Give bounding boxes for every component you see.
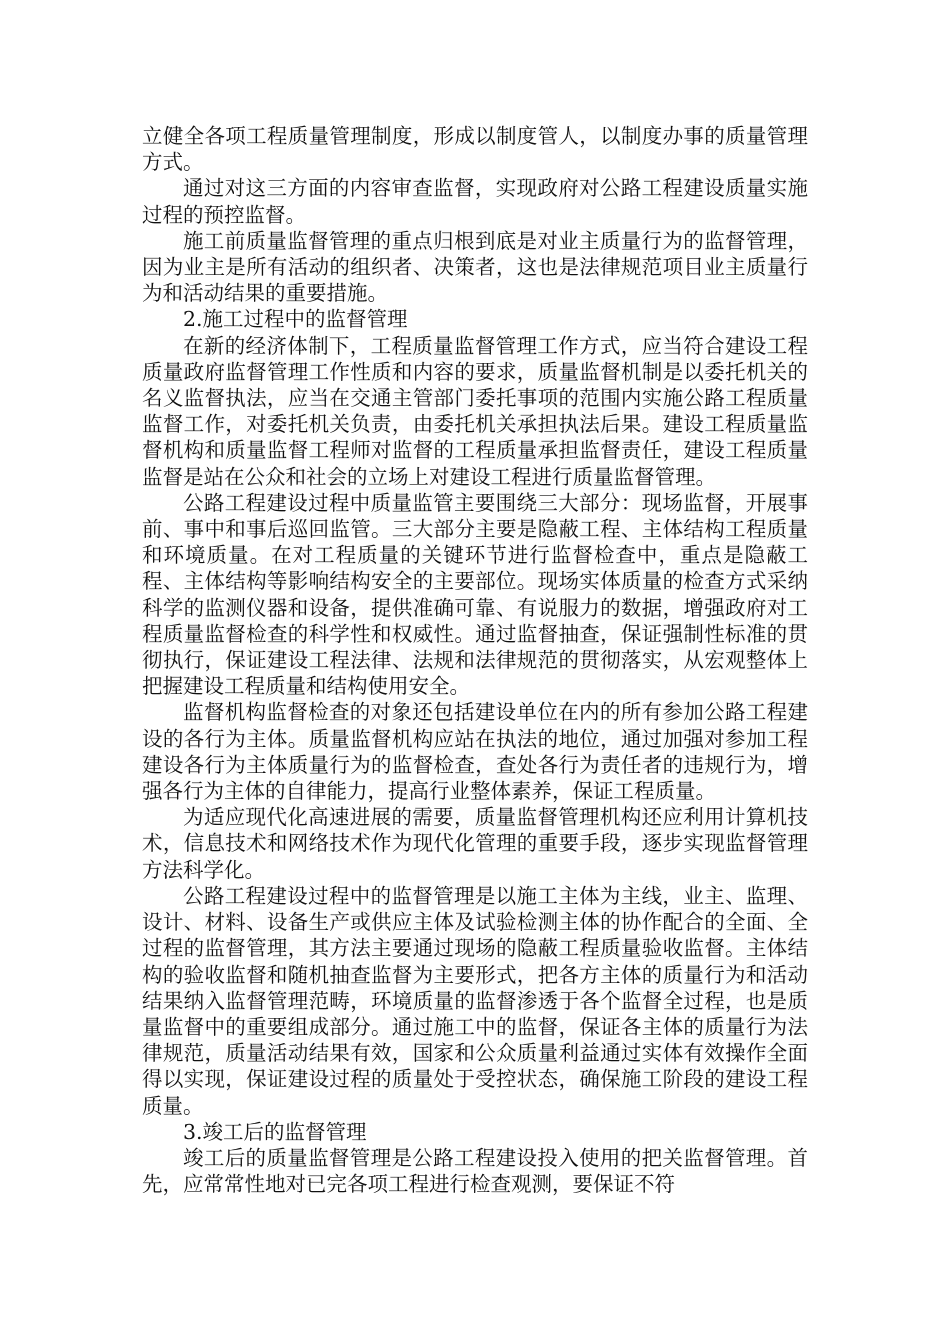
section-heading: 3.竣工后的监督管理	[183, 1119, 367, 1144]
paragraph: 公路工程建设过程中质量监管主要围绕三大部分：现场监督，开展事前、事中和事后巡回监管。三大部分主要是隐蔽工程、主体结构工程质量和环境质量。在对工程质量的关键环节进行监督检查中，重点是隐蔽工程、主体结构等影响结构安全的主要部位。现场实体质量的检查方式采纳科学的监测仪器和设备，提供准确可靠、有说服力的数据，增强政府对工程质量监督检查的科学性和权威性。通过监督抽查，保证强制性标准的贯彻执行，保证建设工程法律、法规和法律规范的贯彻落实，从宏观整体上把握建设工程质量和结构使用安全。	[142, 490, 808, 699]
paragraph: 在新的经济体制下，工程质量监督管理工作方式，应当符合建设工程质量政府监督管理工作性质和内容的要求，质量监督机制是以委托机关的名义监督执法，应当在交通主管部门委托事项的范围内实施公路工程质量监督工作，对委托机关负责，由委托机关承担执法后果。建设工程质量监督机构和质量监督工程师对监督的工程质量承担监督责任，建设工程质量监督是站在公众和社会的立场上对建设工程进行质量监督管理。	[142, 333, 808, 489]
paragraph: 通过对这三方面的内容审查监督，实现政府对公路工程建设质量实施过程的预控监督。	[142, 176, 808, 227]
paragraph: 公路工程建设过程中的监督管理是以施工主体为主线，业主、监理、设计、材料、设备生产或供应主体及试验检测主体的协作配合的全面、全过程的监督管理，其方法主要通过现场的隐蔽工程质量验收监督。主体结构的验收监督和随机抽查监督为主要形式，把各方主体的质量行为和活动结果纳入监督管理范畴，环境质量的监督渗透于各个监督全过程，也是质量监督中的重要组成部分。通过施工中的监督，保证各主体的质量行为法律规范，质量活动结果有效，国家和公众质量利益通过实体有效操作全面得以实现，保证建设过程的质量处于受控状态，确保施工阶段的建设工程质量。	[142, 883, 808, 1118]
paragraph: 监督机构监督检查的对象还包括建设单位在内的所有参加公路工程建设的各行为主体。质量监督机构应站在执法的地位，通过加强对参加工程建设各行为主体质量行为的监督检查，查处各行为责任者的违规行为，增强各行为主体的自律能力，提高行业整体素养，保证工程质量。	[142, 700, 808, 804]
section-heading: 2.施工过程中的监督管理	[183, 307, 408, 332]
paragraph: 立健全各项工程质量管理制度，形成以制度管人，以制度办事的质量管理方式。	[142, 124, 808, 175]
paragraph: 施工前质量监督管理的重点归根到底是对业主质量行为的监督管理，因为业主是所有活动的组织者、决策者，这也是法律规范项目业主质量行为和活动结果的重要措施。	[142, 228, 808, 306]
paragraph: 竣工后的质量监督管理是公路工程建设投入使用的把关监督管理。首先，应常常性地对已完各项工程进行检查观测，要保证不符	[142, 1145, 808, 1197]
paragraph: 为适应现代化高速进展的需要，质量监督管理机构还应利用计算机技术，信息技术和网络技术作为现代化管理的重要手段，逐步实现监督管理方法科学化。	[142, 805, 808, 882]
document-body	[142, 123, 808, 1197]
